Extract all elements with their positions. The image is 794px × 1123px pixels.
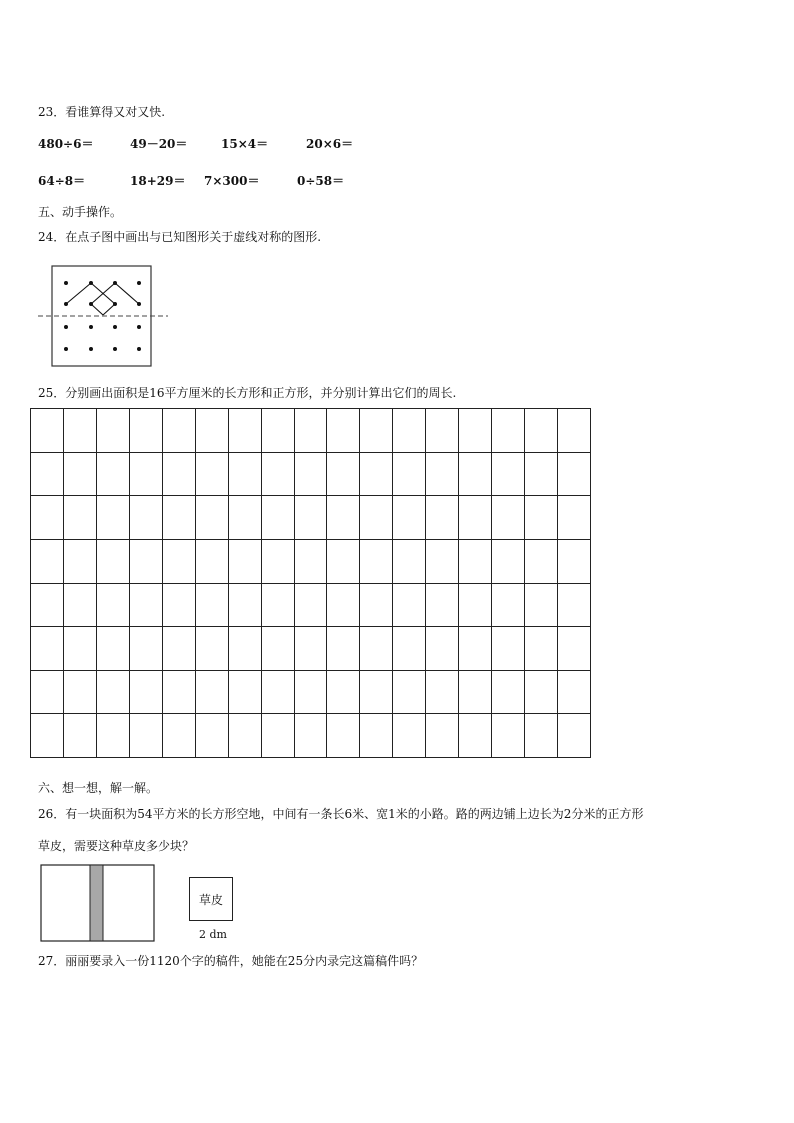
grid-cell: [162, 627, 195, 671]
grid-cell: [129, 496, 162, 540]
calc-item: 49－20＝: [130, 137, 188, 151]
grid-cell: [195, 627, 228, 671]
grid-cell: [96, 539, 129, 583]
grid-cell: [459, 670, 492, 714]
grid-cell: [162, 452, 195, 496]
grid-cell: [261, 670, 294, 714]
grid-cell: [31, 627, 64, 671]
grid-cell: [129, 670, 162, 714]
grid-cell: [294, 627, 327, 671]
grid-cell: [492, 670, 525, 714]
grid-row: [31, 583, 591, 627]
grid-cell: [31, 539, 64, 583]
grid-cell: [492, 409, 525, 453]
grid-cell: [459, 714, 492, 758]
grid-cell: [327, 627, 360, 671]
grid-cell: [96, 627, 129, 671]
grid-cell: [360, 670, 393, 714]
grid-cell: [492, 452, 525, 496]
grid-cell: [96, 670, 129, 714]
calc-item: 18+29＝: [130, 174, 186, 188]
calc-item: 0÷58＝: [297, 174, 345, 188]
grid-cell: [459, 496, 492, 540]
grid-cell: [96, 714, 129, 758]
grid-cell: [459, 452, 492, 496]
section-heading: 五、动手操作。: [38, 205, 123, 219]
grid-row: [31, 539, 591, 583]
grid-cell: [426, 539, 459, 583]
grid-cell: [393, 409, 426, 453]
grid-cell: [327, 670, 360, 714]
grid-cell: [31, 409, 64, 453]
grid-cell: [63, 452, 96, 496]
grid-cell: [360, 714, 393, 758]
grid-cell: [31, 496, 64, 540]
grid-cell: [492, 496, 525, 540]
grid-cell: [96, 496, 129, 540]
grid-cell: [525, 539, 558, 583]
grid-cell: [360, 409, 393, 453]
grid-cell: [63, 496, 96, 540]
grid-cell: [195, 539, 228, 583]
grid-cell: [492, 714, 525, 758]
grid-cell: [459, 627, 492, 671]
grid-cell: [195, 452, 228, 496]
path-strip: [90, 865, 103, 941]
dot-grid-figure: [38, 262, 173, 370]
grid-cell: [261, 452, 294, 496]
grid-cell: [261, 496, 294, 540]
grid-cell: [525, 452, 558, 496]
grid-cell: [228, 714, 261, 758]
q27-title: 27．丽丽要录入一份1120个字的稿件，她能在25分内录完这篇稿件吗？: [38, 954, 424, 968]
calc-item: 15×4＝: [221, 137, 269, 151]
grid-cell: [162, 670, 195, 714]
calc-item: 480÷6＝: [38, 137, 94, 151]
grid-cell: [426, 583, 459, 627]
grid-cell: [360, 583, 393, 627]
grid-cell: [162, 583, 195, 627]
grid-cell: [294, 714, 327, 758]
q25-title: 25．分别画出面积是16平方厘米的长方形和正方形，并分别计算出它们的周长.: [38, 386, 457, 400]
grid-cell: [393, 496, 426, 540]
grid-cell: [525, 670, 558, 714]
grid-cell: [426, 627, 459, 671]
grid-cell: [558, 496, 591, 540]
grid-cell: [96, 583, 129, 627]
grid-cell: [558, 409, 591, 453]
grid-cell: [195, 714, 228, 758]
grid-cell: [525, 627, 558, 671]
grid-cell: [162, 714, 195, 758]
grid-cell: [558, 539, 591, 583]
grid-cell: [195, 496, 228, 540]
grid-cell: [129, 452, 162, 496]
grid-cell: [129, 583, 162, 627]
grid-cell: [558, 583, 591, 627]
turf-tile-label: 草皮: [198, 892, 223, 907]
grid-cell: [393, 714, 426, 758]
grid-cell: [327, 452, 360, 496]
grid-cell: [129, 714, 162, 758]
grid-cell: [558, 627, 591, 671]
grid-cell: [459, 539, 492, 583]
grid-cell: [294, 670, 327, 714]
grid-cell: [393, 539, 426, 583]
q24-title: 24．在点子图中画出与已知图形关于虚线对称的图形.: [38, 230, 322, 244]
square-grid: [30, 408, 591, 758]
grid-cell: [558, 714, 591, 758]
grid-cell: [31, 714, 64, 758]
grid-cell: [162, 539, 195, 583]
section-heading: 六、想一想，解一解。: [38, 781, 159, 795]
given-shape: [66, 283, 139, 315]
grid-cell: [360, 627, 393, 671]
grid-cell: [294, 496, 327, 540]
q26-text-line1: 26．有一块面积为54平方米的长方形空地，中间有一条长6米、宽1米的小路。路的两边铺上边长为2分米的正方形: [38, 807, 644, 821]
grid-cell: [63, 670, 96, 714]
grid-cell: [525, 583, 558, 627]
grid-cell: [525, 714, 558, 758]
grid-cell: [294, 409, 327, 453]
grid-cell: [327, 409, 360, 453]
grid-row: [31, 670, 591, 714]
grid-cell: [228, 539, 261, 583]
grid-cell: [360, 539, 393, 583]
grid-cell: [393, 583, 426, 627]
grid-cell: [393, 670, 426, 714]
grid-row: [31, 714, 591, 758]
grid-cell: [63, 409, 96, 453]
grid-cell: [327, 714, 360, 758]
grid-cell: [426, 496, 459, 540]
grid-row: [31, 627, 591, 671]
grid-cell: [63, 714, 96, 758]
grid-cell: [426, 714, 459, 758]
grid-cell: [327, 539, 360, 583]
grid-cell: [96, 409, 129, 453]
grid-cell: [426, 452, 459, 496]
grid-cell: [459, 409, 492, 453]
grid-cell: [525, 409, 558, 453]
grid-cell: [31, 583, 64, 627]
grid-cell: [162, 409, 195, 453]
grid-cell: [63, 583, 96, 627]
grid-cell: [492, 539, 525, 583]
grid-row: [31, 496, 591, 540]
grid-cell: [63, 627, 96, 671]
field-diagram: [40, 864, 156, 944]
grid-cell: [228, 452, 261, 496]
grid-cell: [294, 583, 327, 627]
grid-cell: [327, 496, 360, 540]
grid-cell: [327, 583, 360, 627]
grid-cell: [228, 627, 261, 671]
grid-cell: [129, 627, 162, 671]
grid-cell: [492, 627, 525, 671]
grid-cell: [360, 452, 393, 496]
turf-tile: [189, 877, 233, 921]
grid-cell: [294, 452, 327, 496]
grid-cell: [261, 583, 294, 627]
turf-tile-size: 2 dm: [199, 928, 227, 941]
grid-cell: [261, 409, 294, 453]
grid-cell: [31, 670, 64, 714]
grid-cell: [492, 583, 525, 627]
grid-cell: [228, 583, 261, 627]
grid-row: [31, 409, 591, 453]
grid-cell: [195, 670, 228, 714]
grid-cell: [162, 496, 195, 540]
grid-cell: [426, 670, 459, 714]
calc-item: 7×300＝: [204, 174, 260, 188]
grid-cell: [31, 452, 64, 496]
grid-cell: [360, 496, 393, 540]
grid-cell: [63, 539, 96, 583]
grid-cell: [459, 583, 492, 627]
grid-cell: [96, 452, 129, 496]
grid-row: [31, 452, 591, 496]
grid-cell: [228, 409, 261, 453]
grid-cell: [426, 409, 459, 453]
grid-cell: [393, 452, 426, 496]
q26-text-line2: 草皮，需要这种草皮多少块？: [38, 839, 195, 853]
calc-item: 20×6＝: [306, 137, 354, 151]
grid-cell: [228, 496, 261, 540]
grid-cell: [228, 670, 261, 714]
calc-item: 64÷8＝: [38, 174, 86, 188]
grid-cell: [261, 539, 294, 583]
grid-cell: [393, 627, 426, 671]
grid-cell: [195, 583, 228, 627]
q23-title: 23．看谁算得又对又快.: [38, 105, 166, 119]
grid-cell: [195, 409, 228, 453]
grid-cell: [261, 714, 294, 758]
grid-cell: [129, 409, 162, 453]
grid-cell: [558, 452, 591, 496]
grid-cell: [129, 539, 162, 583]
grid-cell: [261, 627, 294, 671]
grid-cell: [294, 539, 327, 583]
grid-cell: [525, 496, 558, 540]
grid-cell: [558, 670, 591, 714]
